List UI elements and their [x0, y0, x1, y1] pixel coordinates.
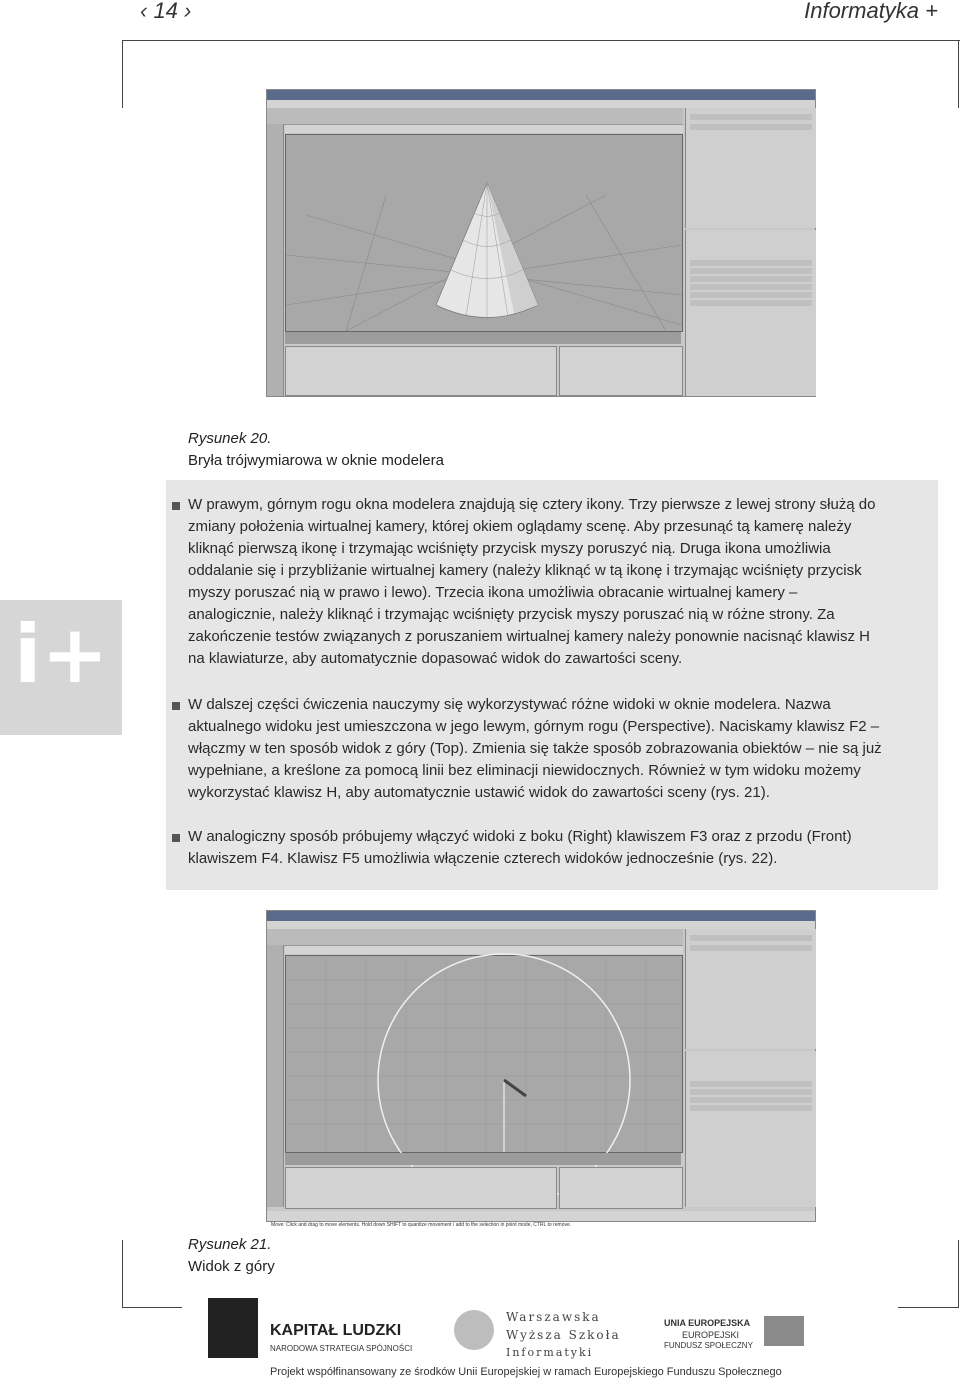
- material-manager: [285, 1167, 557, 1209]
- attribute-row: [690, 1089, 812, 1095]
- footer-right-rule: [898, 1307, 958, 1308]
- wwsi-line-3: Informatyki: [506, 1346, 594, 1359]
- paragraph-2-text: W dalszej części ćwiczenia nauczymy się wykorzystywać różne widoki w oknie modelera. Nazwa aktualnego widoku jest umieszczona w jego lewym, górnym rogu (Perspective). Naciskamy klawisz F2 – włączmy w ten sposób widok z góry (Top). Zmienia się także sposób zobrazowania obiektów – nie są już wypełniane, a kreślone za pomocą linii bez eliminacji niewidocznych. Również w tym widoku możemy wykorzystać klawisz H, aby automatycznie ustawić widok do zawartości sceny (rys. 21).: [188, 696, 882, 801]
- viewport-menu: [285, 946, 683, 954]
- attribute-row: [690, 268, 812, 274]
- figure2-label: Rysunek 21.: [188, 1236, 272, 1253]
- bullet-icon: [172, 702, 180, 710]
- window-titlebar: [267, 911, 815, 921]
- status-bar: [267, 1211, 815, 1228]
- main-toolbar: [267, 108, 683, 125]
- figure1-title: Bryła trójwymiarowa w oknie modelera: [188, 452, 444, 469]
- paragraph-3: [188, 826, 888, 870]
- attribute-row: [690, 1081, 812, 1087]
- eu-flag-icon: [764, 1316, 804, 1346]
- figure2-caption: [188, 1234, 275, 1278]
- viewport-menu: [285, 125, 683, 133]
- wwsi-logo: [454, 1296, 624, 1366]
- timeline: [285, 1153, 681, 1165]
- wwsi-line-1: Warszawska: [506, 1310, 601, 1324]
- status-text: Move: Click and drag to move elements. Hold down SHIFT to quantize movement / add to the selection in point mode, CTRL to remove.: [271, 1222, 572, 1228]
- attribute-row: [690, 276, 812, 282]
- menu-bar: [267, 921, 815, 929]
- header-right-bar: [958, 40, 959, 108]
- attribute-row: [690, 284, 812, 290]
- paragraph-2: [188, 694, 888, 804]
- eu-line-1: UNIA EUROPEJSKA: [664, 1318, 751, 1328]
- kapital-ludzki-logo: [208, 1296, 448, 1366]
- material-manager: [285, 346, 557, 396]
- bullet-icon: [172, 834, 180, 842]
- attribute-manager: [685, 230, 816, 396]
- header-rule: [122, 40, 960, 41]
- footer-left-rule: [122, 1307, 182, 1308]
- attribute-row: [690, 1105, 812, 1111]
- object-manager: [685, 108, 816, 228]
- footer-right-bar: [958, 1240, 959, 1308]
- kapital-ludzki-subtitle: NARODOWA STRATEGIA SPÓJNOŚCI: [270, 1344, 413, 1353]
- kapital-ludzki-emblem: [208, 1298, 258, 1358]
- figure1-screenshot: [266, 89, 816, 397]
- eu-line-3: FUNDUSZ SPOŁECZNY: [664, 1341, 753, 1350]
- wwsi-line-2: Wyższa Szkoła: [506, 1328, 621, 1342]
- object-manager: [685, 929, 816, 1049]
- kapital-ludzki-title: KAPITAŁ LUDZKI: [270, 1322, 402, 1339]
- footer-note: Projekt współfinansowany ze środków Unii Europejskiej w ramach Europejskiego Funduszu Społecznego: [270, 1366, 782, 1378]
- object-row: [690, 114, 812, 120]
- timeline: [285, 332, 681, 344]
- left-toolbar: [267, 945, 284, 1207]
- paragraph-3-text: W analogiczny sposób próbujemy włączyć widoki z boku (Right) klawiszem F3 oraz z przodu (Front) klawiszem F4. Klawisz F5 umożliwia włączenie czterech widoków jednocześnie (rys. 22).: [188, 828, 852, 867]
- menu-bar: [267, 100, 815, 108]
- attribute-manager: [685, 1051, 816, 1207]
- magazine-title: Informatyka +: [804, 0, 938, 23]
- main-toolbar: [267, 929, 683, 946]
- coordinates-manager: [559, 346, 683, 396]
- iplus-logo-text: i+: [14, 608, 109, 701]
- figure1-caption: [188, 428, 444, 472]
- perspective-viewport: [285, 134, 683, 332]
- footer-logos: [208, 1296, 806, 1372]
- paragraph-1: [188, 494, 888, 670]
- eu-line-2: EUROPEJSKI: [682, 1330, 740, 1340]
- paragraph-1-text: W prawym, górnym rogu okna modelera znajdują się cztery ikony. Trzy pierwsze z lewej strony służą do zmiany położenia wirtualnej kamery, której okiem oglądamy scenę. Aby przesunąć tą kamerę należy kliknąć pierwszą ikonę i trzymając wciśnięty przycisk myszy poruszyć nią. Druga ikona umożliwia oddalanie się i przybliżanie wirtualnej kamery (należy kliknąć w tą ikonę i trzymając wciśnięty przycisk myszy poruszać nią w prawo i lewo). Trzecia ikona umożliwia obracanie wirtualnej kamery – analogicznie, należy kliknąć i trzymając wciśnięty przycisk myszy poruszać nią w różne strony. Za zakończenie testów związanych z poruszaniem wirtualnej kamery należy ponownie nacisnąć klawisz H na klawiaturze, aby automatycznie dopasować widok do zawartości sceny.: [188, 496, 876, 667]
- wwsi-emblem: [454, 1310, 494, 1350]
- figure2-title: Widok z góry: [188, 1258, 275, 1275]
- attribute-row: [690, 292, 812, 298]
- figure1-label: Rysunek 20.: [188, 430, 272, 447]
- bullet-icon: [172, 502, 180, 510]
- figure2-screenshot: [266, 910, 816, 1228]
- attribute-row: [690, 300, 812, 306]
- attribute-row: [690, 260, 812, 266]
- footer-left-bar: [122, 1240, 123, 1308]
- left-toolbar: [267, 124, 284, 396]
- attribute-row: [690, 1097, 812, 1103]
- header-left-bar: [122, 40, 123, 108]
- top-view-render: [286, 956, 682, 1152]
- iplus-logo: [0, 600, 122, 735]
- coordinates-manager: [559, 1167, 683, 1209]
- instruction-box: [166, 480, 938, 890]
- object-row: [690, 124, 812, 130]
- top-viewport: [285, 955, 683, 1153]
- eu-logo: [664, 1296, 806, 1366]
- page-number: ‹ 14 ›: [140, 0, 192, 23]
- object-row: [690, 945, 812, 951]
- window-titlebar: [267, 90, 815, 100]
- cone-render: [286, 135, 682, 331]
- object-row: [690, 935, 812, 941]
